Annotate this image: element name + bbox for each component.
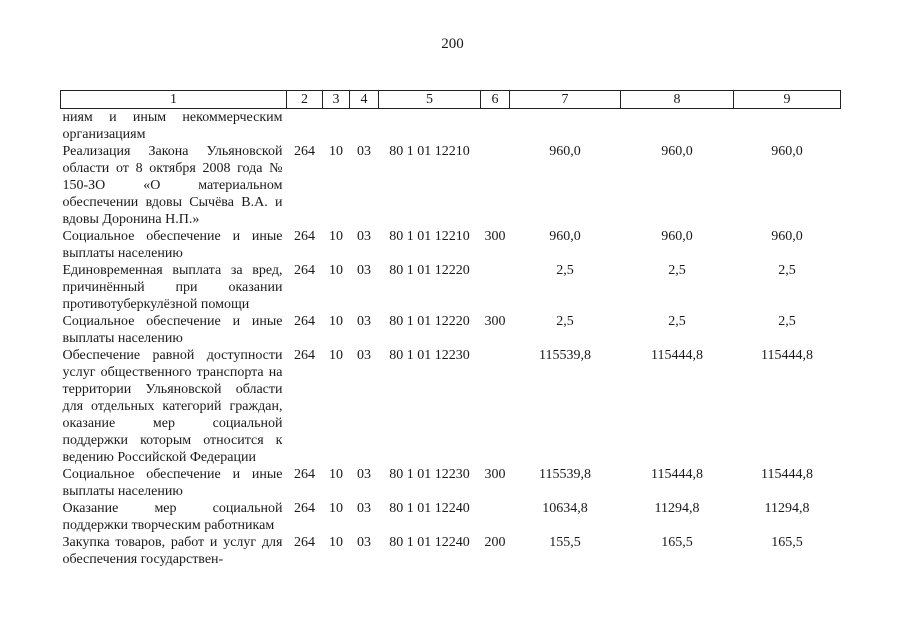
table-row — [61, 143, 841, 228]
table-row — [61, 500, 841, 534]
row-col-7: 155,5 — [549, 535, 581, 550]
row-col-9: 115444,8 — [761, 467, 813, 482]
table-row — [61, 347, 841, 466]
row-col-4: 03 — [357, 535, 371, 550]
row-col-5: 80 1 01 12220 — [389, 314, 470, 329]
row-col-3: 10 — [329, 535, 343, 550]
header-col-2: 2 — [287, 91, 323, 109]
header-col-7: 7 — [510, 91, 621, 109]
row-col-6: 300 — [484, 467, 506, 482]
table-row — [61, 466, 841, 500]
row-col-2: 264 — [294, 229, 315, 244]
row-col-4: 03 — [357, 263, 371, 278]
row-col-6 — [481, 143, 510, 228]
row-col-3: 10 — [329, 348, 343, 363]
row-name: Реализация Закона Ульяновской области от 8 октября 2008 года № 150-ЗО «О материальном обеспечении вдовы Сычёва В.А. и вдовы Доронина Н.П.» — [62, 144, 283, 227]
row-col-7: 960,0 — [549, 144, 581, 159]
row-col-3: 10 — [329, 501, 343, 516]
row-col-9: 960,0 — [771, 144, 803, 159]
row-col-3: 10 — [329, 263, 343, 278]
header-col-3: 3 — [323, 91, 350, 109]
row-col-3: 10 — [329, 467, 343, 482]
row-col-5: 80 1 01 12230 — [389, 467, 470, 482]
row-col-7: 115539,8 — [539, 467, 591, 482]
header-col-9: 9 — [734, 91, 841, 109]
row-col-7: 10634,8 — [542, 501, 588, 516]
row-name: Оказание мер социальной поддержки творческим работникам — [62, 501, 283, 533]
row-col-7: 960,0 — [549, 229, 581, 244]
row-col-4: 03 — [357, 467, 371, 482]
row-col-3: 10 — [329, 144, 343, 159]
row-col-4: 03 — [357, 348, 371, 363]
row-col-5 — [379, 109, 481, 144]
row-col-2: 264 — [294, 535, 315, 550]
row-col-4: 03 — [357, 144, 371, 159]
row-col-5: 80 1 01 12230 — [389, 348, 470, 363]
row-col-9: 2,5 — [778, 314, 796, 329]
row-col-9: 960,0 — [771, 229, 803, 244]
table-row — [61, 109, 841, 144]
row-col-9: 165,5 — [771, 535, 803, 550]
row-col-2: 264 — [294, 501, 315, 516]
row-col-7: 115539,8 — [539, 348, 591, 363]
row-col-6: 200 — [484, 535, 506, 550]
row-col-6: 300 — [484, 229, 506, 244]
row-col-2: 264 — [294, 263, 315, 278]
budget-table — [60, 90, 841, 568]
row-col-9 — [734, 109, 841, 144]
row-col-4: 03 — [357, 314, 371, 329]
row-col-2: 264 — [294, 348, 315, 363]
row-col-8 — [621, 109, 734, 144]
row-name: ниям и иным некоммерческим организациям — [62, 110, 283, 142]
row-col-5: 80 1 01 12210 — [389, 229, 470, 244]
row-col-6: 300 — [484, 314, 506, 329]
row-col-8: 115444,8 — [651, 467, 703, 482]
row-col-2: 264 — [294, 314, 315, 329]
row-col-3: 10 — [329, 229, 343, 244]
row-col-7: 2,5 — [556, 263, 574, 278]
row-col-8: 960,0 — [661, 144, 693, 159]
row-col-5: 80 1 01 12240 — [389, 535, 470, 550]
table-row — [61, 534, 841, 568]
header-col-8: 8 — [621, 91, 734, 109]
row-col-6 — [481, 347, 510, 466]
row-name: Социальное обеспечение и иные выплаты населению — [62, 229, 283, 261]
row-col-6 — [481, 500, 510, 534]
header-col-4: 4 — [350, 91, 379, 109]
row-name: Закупка товаров, работ и услуг для обеспечения государствен- — [62, 535, 283, 567]
row-col-8: 115444,8 — [651, 348, 703, 363]
row-col-9: 115444,8 — [761, 348, 813, 363]
header-col-6: 6 — [481, 91, 510, 109]
row-col-8: 11294,8 — [654, 501, 700, 516]
row-col-2 — [287, 109, 323, 144]
row-col-4: 03 — [357, 229, 371, 244]
row-col-9: 2,5 — [778, 263, 796, 278]
row-name: Единовременная выплата за вред, причинённый при оказании противотуберкулёзной помощи — [62, 263, 283, 312]
row-col-7 — [510, 109, 621, 144]
header-col-5: 5 — [379, 91, 481, 109]
table-row — [61, 262, 841, 313]
row-name: Социальное обеспечение и иные выплаты населению — [62, 314, 283, 346]
row-col-3: 10 — [329, 314, 343, 329]
page-number: 200 — [441, 36, 464, 52]
row-col-5: 80 1 01 12240 — [389, 501, 470, 516]
row-col-2: 264 — [294, 144, 315, 159]
row-col-4 — [350, 109, 379, 144]
row-col-8: 2,5 — [668, 314, 686, 329]
row-col-3 — [323, 109, 350, 144]
table-row — [61, 228, 841, 262]
row-col-6 — [481, 109, 510, 144]
row-col-4: 03 — [357, 501, 371, 516]
table-row — [61, 313, 841, 347]
row-col-8: 960,0 — [661, 229, 693, 244]
row-col-7: 2,5 — [556, 314, 574, 329]
row-col-8: 165,5 — [661, 535, 693, 550]
row-name: Социальное обеспечение и иные выплаты населению — [62, 467, 283, 499]
row-col-8: 2,5 — [668, 263, 686, 278]
row-col-5: 80 1 01 12210 — [389, 144, 470, 159]
row-name: Обеспечение равной доступности услуг общественного транспорта на территории Ульяновской области для отдельных категорий граждан, оказание мер социальной поддержки которым относится к ведению Российской Федерации — [62, 348, 283, 465]
header-col-1: 1 — [61, 91, 287, 109]
row-col-5: 80 1 01 12220 — [389, 263, 470, 278]
row-col-9: 11294,8 — [764, 501, 810, 516]
table-header-row — [61, 91, 841, 109]
row-col-6 — [481, 262, 510, 313]
row-col-2: 264 — [294, 467, 315, 482]
